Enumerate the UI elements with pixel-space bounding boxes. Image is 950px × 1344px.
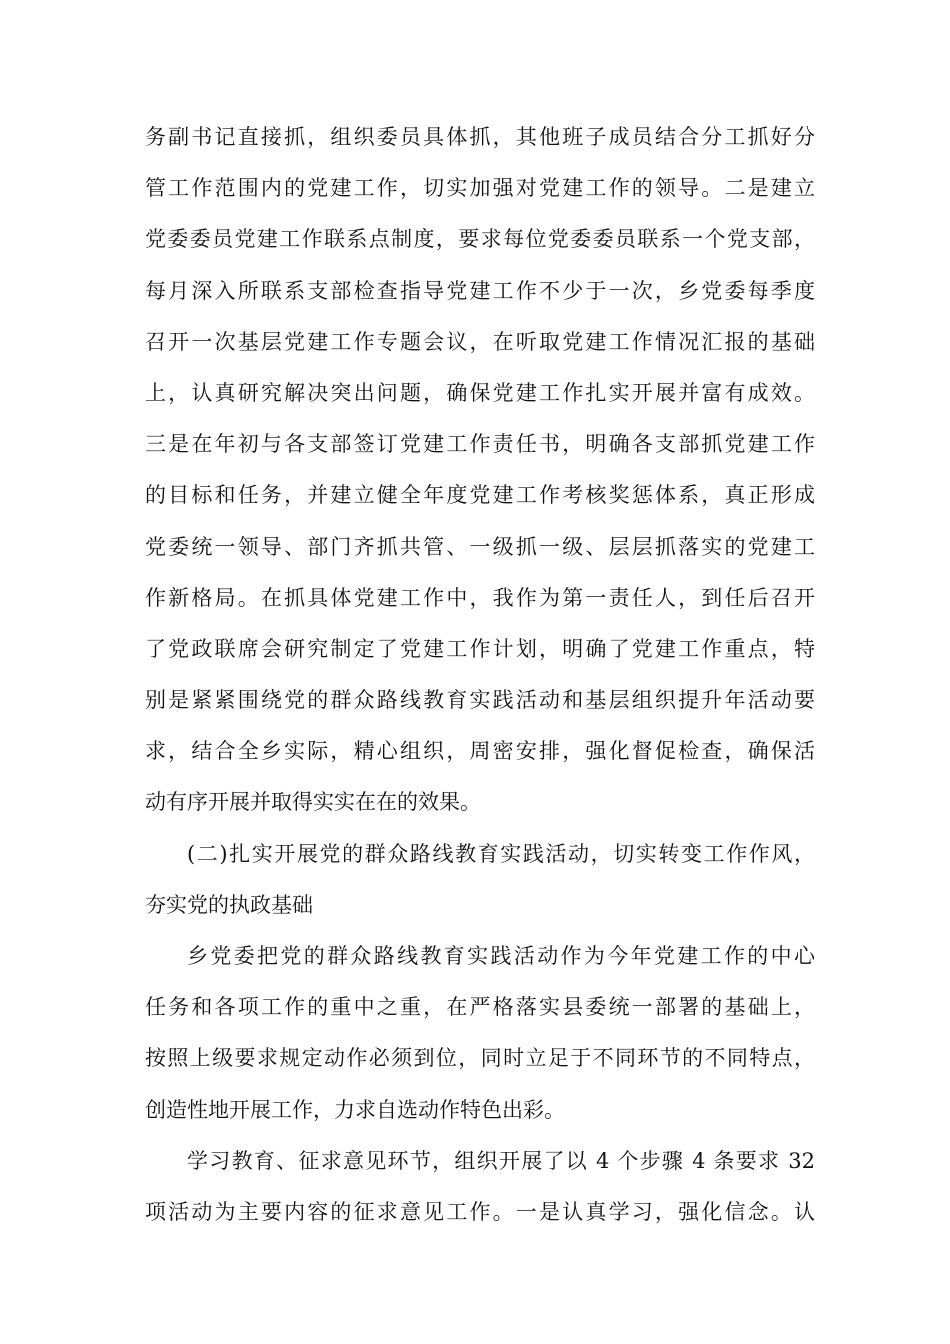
paragraph-learning-education xyxy=(145,1136,815,1238)
text-line: 任务和各项工作的重中之重，在严格落实县委统一部署的基础上， xyxy=(145,995,815,1020)
text-line: 务副书记直接抓，组织委员具体抓，其他班子成员结合分工抓好分 xyxy=(145,125,815,149)
text-line: 别是紧紧围绕党的群众路线教育实践活动和基层组织提升年活动要 xyxy=(145,688,815,713)
text-line: 的目标和任务，并建立健全年度党建工作考核奖惩体系，真正形成 xyxy=(145,483,815,508)
text-line: 动有序开展并取得实实在在的效果。 xyxy=(145,790,481,815)
text-line: 了党政联席会研究制定了党建工作计划，明确了党建工作重点，特 xyxy=(145,636,815,661)
document-body xyxy=(145,112,815,1238)
text-line: 党委统一领导、部门齐抓共管、一级抓一级、层层抓落实的党建工 xyxy=(145,534,815,559)
text-line: 管工作范围内的党建工作，切实加强对党建工作的领导。二是建立 xyxy=(145,176,815,201)
section-heading-2 xyxy=(145,829,815,931)
text-line: 乡党委把党的群众路线教育实践活动作为今年党建工作的中心 xyxy=(187,944,815,968)
text-line: 创造性地开展工作，力求自选动作特色出彩。 xyxy=(145,1097,565,1122)
text-line: (二)扎实开展党的群众路线教育实践活动，切实转变工作作风， xyxy=(187,841,815,866)
text-line: 求，结合全乡实际，精心组织，周密安排，强化督促检查，确保活 xyxy=(145,739,815,764)
paragraph-party-leadership xyxy=(145,112,815,829)
text-line: 夯实党的执政基础 xyxy=(145,892,313,917)
text-line: 每月深入所联系支部检查指导党建工作不少于一次，乡党委每季度 xyxy=(145,278,815,303)
text-line: 按照上级要求规定动作必须到位，同时立足于不同环节的不同特点， xyxy=(145,1046,815,1071)
text-line: 党委委员党建工作联系点制度，要求每位党委委员联系一个党支部， xyxy=(145,227,815,252)
text-line: 上，认真研究解决突出问题，确保党建工作扎实开展并富有成效。 xyxy=(145,380,815,405)
text-line: 项活动为主要内容的征求意见工作。一是认真学习，强化信念。认 xyxy=(145,1199,815,1224)
text-line: 召开一次基层党建工作专题会议，在听取党建工作情况汇报的基础 xyxy=(145,329,815,354)
text-line: 三是在年初与各支部签订党建工作责任书，明确各支部抓党建工作 xyxy=(145,432,815,457)
text-line: 作新格局。在抓具体党建工作中，我作为第一责任人，到任后召开 xyxy=(145,585,815,610)
paragraph-mass-line-campaign xyxy=(145,931,815,1136)
text-line: 学习教育、征求意见环节，组织开展了以 4 个步骤 4 条要求 32 xyxy=(187,1148,815,1173)
